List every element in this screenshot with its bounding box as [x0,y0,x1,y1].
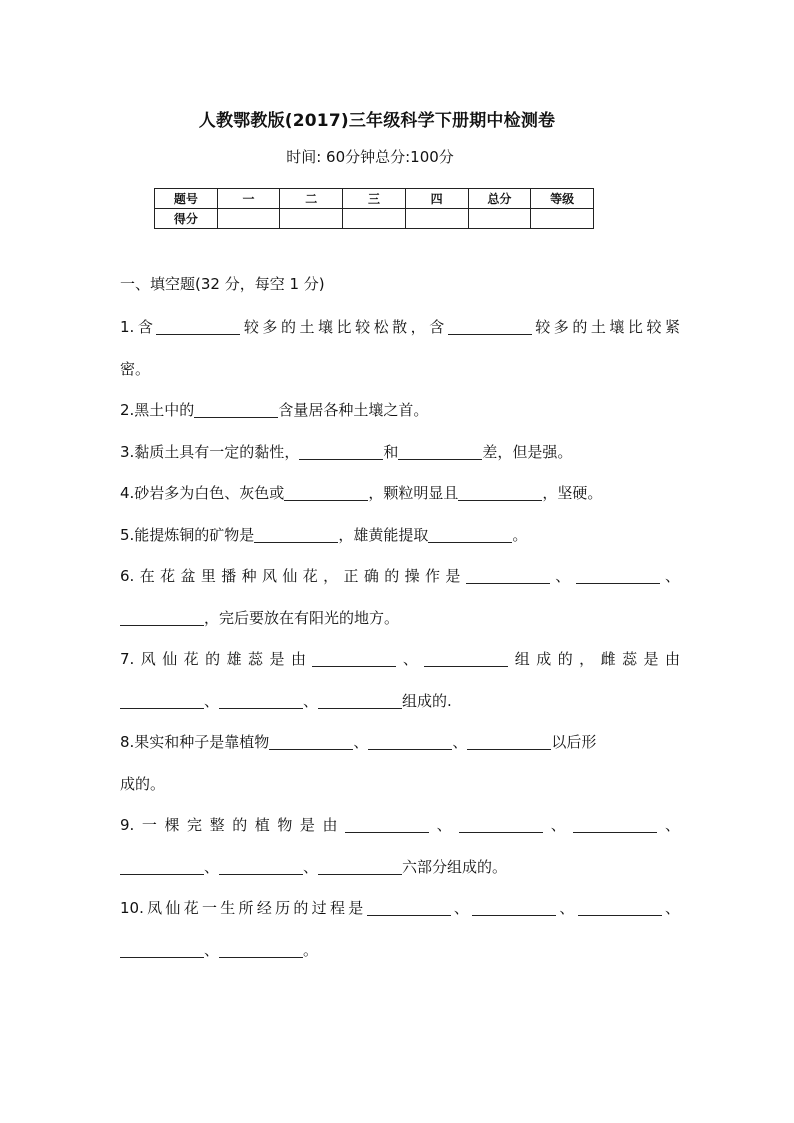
question-text: 8.果实和种子是靠植物 [120,733,270,751]
separator: 、 [396,650,425,668]
question-text: ，颗粒明显且 [368,484,459,502]
answer-blank[interactable] [472,899,556,916]
question-text: 差，但是强。 [482,442,573,461]
question-7-line-1 [120,639,680,681]
question-8-line-2 [120,764,680,806]
answer-blank[interactable] [120,941,204,958]
question-text: 3.黏质土具有一定的黏性， [120,442,300,461]
score-table-header-cell: 二 [280,189,343,209]
question-8-line-1 [120,722,680,764]
question-1-line-1 [120,307,680,349]
separator: 、 [204,857,220,876]
answer-blank[interactable] [466,567,550,584]
score-table-header-cell: 题号 [155,189,218,209]
answer-blank[interactable] [368,733,452,750]
separator: 、 [556,899,578,917]
question-7-line-2 [120,681,680,723]
score-table-score-row [155,209,594,229]
question-10-line-2 [120,930,680,972]
score-cell[interactable] [531,209,594,229]
question-text: ，坚硬。 [542,484,603,502]
separator: 、 [452,733,468,751]
question-4 [120,473,680,515]
page-title: 人教鄂教版(2017)三年级科学下册期中检测卷 [198,111,556,131]
question-list [120,307,680,971]
question-text: 5.能提炼铜的矿物是 [120,525,255,544]
score-table-row-label: 得分 [155,209,218,229]
question-1-line-2 [120,349,680,391]
score-table [154,188,594,229]
answer-blank[interactable] [318,692,402,709]
answer-blank[interactable] [299,443,383,460]
answer-blank[interactable] [467,733,551,750]
answer-blank[interactable] [578,899,662,916]
answer-blank[interactable] [448,318,532,335]
question-text: 较多的土壤比较松散，含 [240,318,448,336]
answer-blank[interactable] [120,858,204,875]
question-text: 和 [383,442,399,461]
answer-blank[interactable] [459,816,543,833]
question-text: 6.在花盆里播种风仙花，正确的操作是 [120,567,466,585]
answer-blank[interactable] [458,484,542,501]
answer-blank[interactable] [318,858,402,875]
separator: 、 [543,816,574,834]
answer-blank[interactable] [424,650,508,667]
question-text: 含量居各种土壤之首。 [278,401,429,419]
answer-blank[interactable] [367,899,451,916]
separator: 、 [429,816,460,834]
question-text: 较多的土壤比较紧 [531,318,680,336]
question-9-line-1 [120,805,680,847]
score-table-header-cell: 四 [405,189,468,209]
question-text: 10.凤仙花一生所经历的过程是 [120,899,367,917]
question-2 [120,390,680,432]
answer-blank[interactable] [312,650,396,667]
answer-blank[interactable] [345,816,429,833]
question-6-line-1 [120,556,680,598]
separator: 、 [549,567,576,585]
question-text: 组成的. [402,691,452,710]
question-text: 成的。 [120,774,166,793]
score-cell[interactable] [405,209,468,229]
answer-blank[interactable] [573,816,657,833]
question-text: 。 [512,525,528,544]
question-text: 7.风仙花的雄蕊是由 [120,650,313,668]
answer-blank[interactable] [219,941,303,958]
score-cell[interactable] [280,209,343,229]
question-text: 以后形 [551,733,597,751]
score-table-header-cell: 三 [343,189,406,209]
score-table-header-cell: 总分 [468,189,531,209]
exam-time-score: 时间: 60分钟总分:100分 [286,148,454,166]
separator: 、 [204,691,220,710]
answer-blank[interactable] [269,733,353,750]
question-text: 9.一棵完整的植物是由 [120,816,346,834]
separator: 、 [353,733,369,751]
answer-blank[interactable] [428,526,512,543]
question-9-line-2 [120,847,680,889]
answer-blank[interactable] [194,401,278,418]
question-10-line-1 [120,888,680,930]
separator: 、 [657,816,680,834]
question-text: 2.黑土中的 [120,401,195,419]
separator: 、 [661,899,680,917]
answer-blank[interactable] [254,526,338,543]
score-cell[interactable] [343,209,406,229]
score-cell[interactable] [217,209,280,229]
question-text: 六部分组成的。 [402,857,508,876]
score-table-header-cell: 一 [217,189,280,209]
answer-blank[interactable] [120,692,204,709]
question-text: 密。 [120,359,151,378]
question-3 [120,432,680,474]
question-text: ，雄黄能提取 [338,525,429,544]
section-title: 一、填空题(32 分，每空 1 分) [120,275,325,293]
answer-blank[interactable] [576,567,660,584]
answer-blank[interactable] [219,858,303,875]
separator: 、 [204,940,220,959]
answer-blank[interactable] [120,609,204,626]
score-table-header-row [155,189,594,209]
question-text: ，完后要放在有阳光的地方。 [204,608,400,627]
question-text: 1.含 [120,318,157,336]
score-table-header-cell: 等级 [531,189,594,209]
question-6-line-2 [120,598,680,640]
question-text: 。 [303,940,319,959]
question-5 [120,515,680,557]
separator: 、 [303,691,319,710]
separator: 、 [303,857,319,876]
answer-blank[interactable] [398,443,482,460]
separator: 、 [659,567,680,585]
question-text: 4.砂岩多为白色、灰色或 [120,484,285,502]
answer-blank[interactable] [284,484,368,501]
answer-blank[interactable] [156,318,240,335]
answer-blank[interactable] [219,692,303,709]
separator: 、 [450,899,473,917]
question-text: 组成的，雌蕊是由 [508,650,680,668]
score-cell[interactable] [468,209,531,229]
